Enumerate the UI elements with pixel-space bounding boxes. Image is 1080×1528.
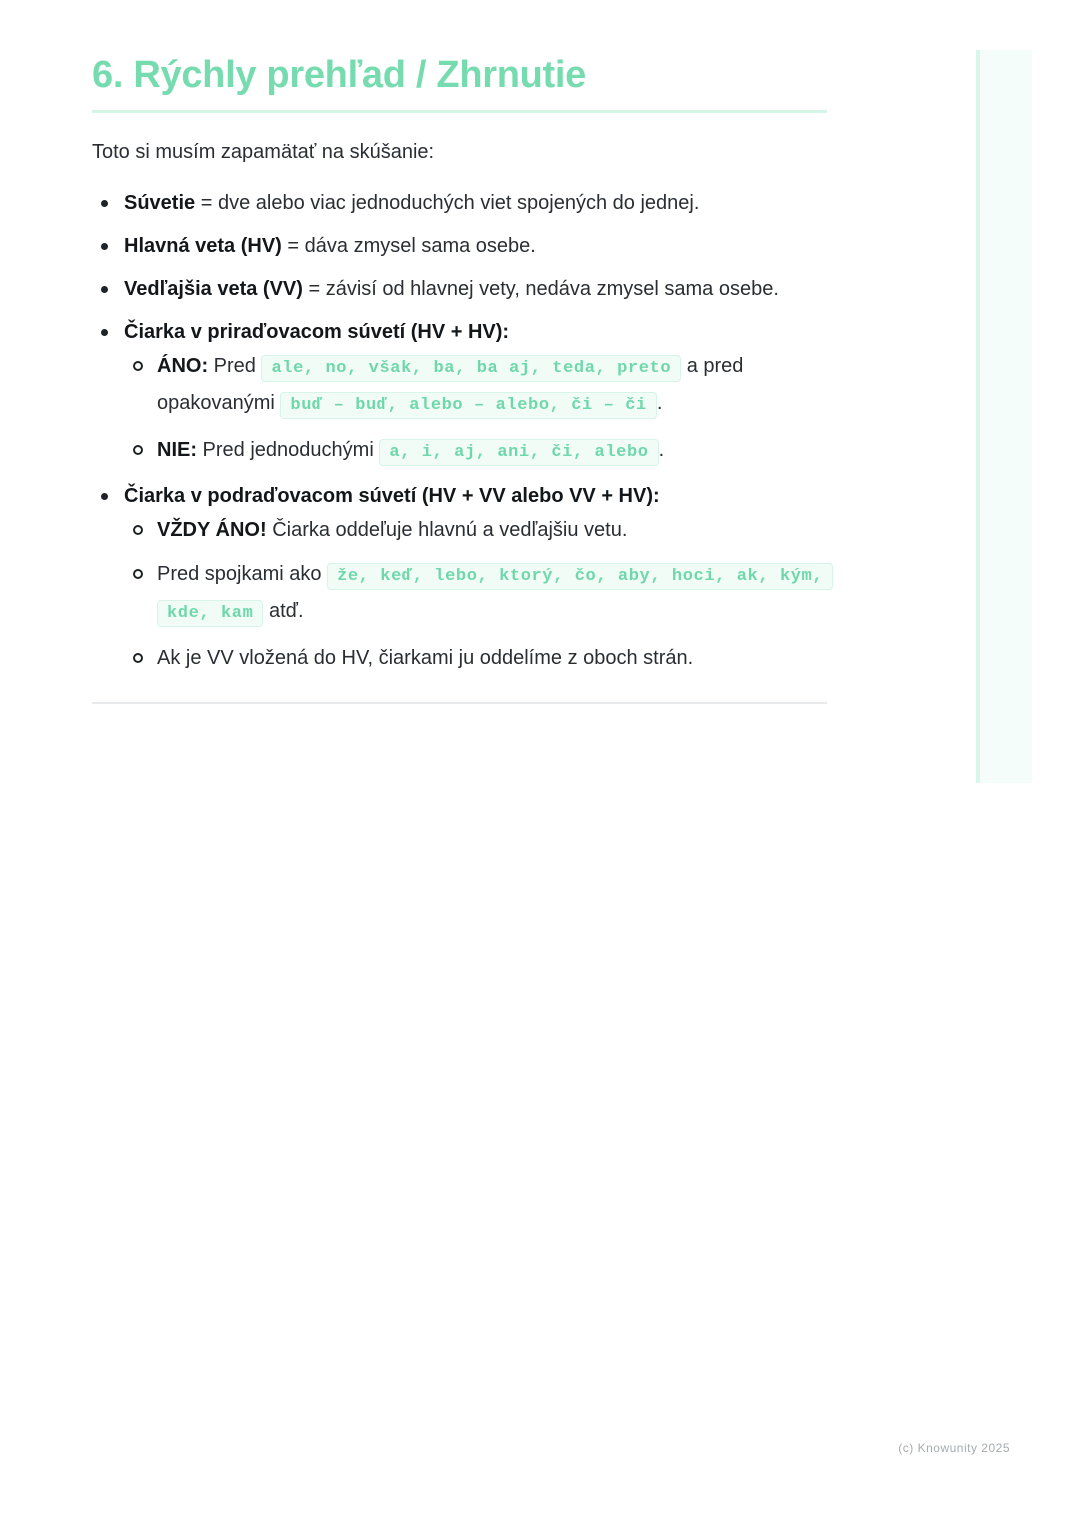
definition-hlavna-veta: = dáva zmysel sama osebe.	[281, 235, 536, 257]
page-title: 6. Rýchly prehľad / Zhrnutie	[92, 52, 827, 113]
document-content	[92, 52, 827, 712]
code-simple-conjunctions: a, i, aj, ani, či, alebo	[379, 439, 658, 466]
vzdy-ano-label: VŽDY ÁNO!	[157, 519, 267, 541]
sublist-item-conjunctions	[124, 557, 827, 631]
sublist-item-embedded-clause	[124, 641, 827, 675]
conjunctions-text-before: Pred spojkami ako	[157, 563, 328, 585]
intro-text: Toto si musím zapamätať na skúšanie:	[92, 141, 435, 163]
code-repeated-conjunctions: buď – buď, alebo – alebo, či – či	[280, 392, 656, 419]
term-hlavna-veta: Hlavná veta (HV)	[124, 235, 282, 257]
sublist-item-ano	[124, 349, 827, 423]
ano-text-after: .	[656, 392, 663, 414]
vzdy-ano-text: Čiarka oddeľuje hlavnú a vedľajšiu vetu.	[266, 519, 628, 541]
definition-suvetie: = dve alebo viac jednoduchých viet spojených do jednej.	[195, 192, 700, 214]
ano-label: ÁNO:	[157, 355, 209, 377]
subordinate-heading: Čiarka v podraďovacom súvetí (HV + VV alebo VV + HV):	[124, 485, 660, 507]
list-item-suvetie	[92, 187, 827, 220]
nie-text-after: .	[658, 439, 665, 461]
list-item-subordinate-comma	[92, 480, 827, 675]
list-item-vedlajsia-veta	[92, 273, 827, 306]
sublist-item-nie	[124, 433, 827, 470]
coordinate-sublist	[124, 349, 827, 470]
list-item-coordinate-comma	[92, 316, 827, 470]
term-suvetie: Súvetie	[124, 192, 196, 214]
subordinate-sublist	[124, 513, 827, 675]
definition-vedlajsia-veta: = závisí od hlavnej vety, nedáva zmysel sama osebe.	[302, 278, 779, 300]
code-subordinate-conjunctions: že, keď, lebo, ktorý, čo, aby, hoci, ak, kým, kde, kam	[157, 563, 833, 627]
list-item-hlavna-veta	[92, 230, 827, 263]
nie-label: NIE:	[157, 439, 197, 461]
coordinate-heading: Čiarka v priraďovacom súvetí (HV + HV):	[124, 321, 510, 343]
code-coordinate-conjunctions: ale, no, však, ba, ba aj, teda, preto	[261, 355, 681, 382]
section-divider	[92, 702, 827, 704]
copyright-footer: (c) Knowunity 2025	[898, 1441, 1010, 1455]
embedded-clause-text: Ak je VV vložená do HV, čiarkami ju oddelíme z oboch strán.	[157, 647, 694, 669]
nie-text-before: Pred jednoduchými	[197, 439, 380, 461]
term-vedlajsia-veta: Vedľajšia veta (VV)	[124, 278, 303, 300]
side-decoration-stripe	[976, 50, 1032, 783]
sublist-item-vzdy-ano	[124, 513, 827, 547]
summary-list	[92, 187, 827, 675]
conjunctions-text-after: atď.	[263, 600, 304, 622]
ano-text-middle: a pred opakovanými	[157, 355, 744, 414]
ano-text-before: Pred	[208, 355, 262, 377]
